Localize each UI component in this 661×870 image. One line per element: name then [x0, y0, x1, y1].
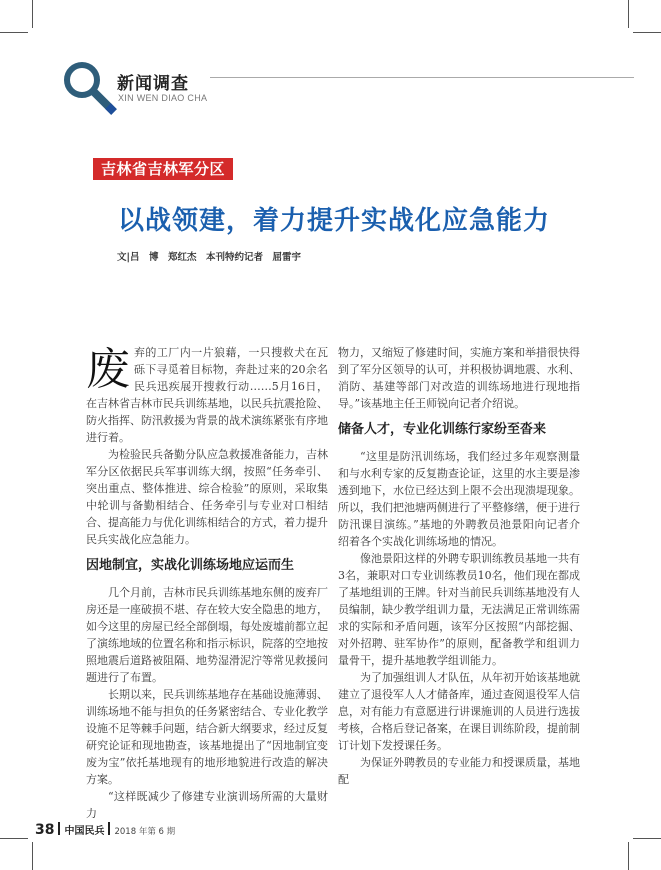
magazine-name: 中国民兵 [64, 826, 105, 837]
region-tag: 吉林省吉林军分区 [93, 158, 233, 180]
paragraph: 长期以来，民兵训练基地存在基础设施薄弱、训练场地不能与担负的任务紧密结合、专业化教学设施不足等棘手问题，结合新大纲要求，经过反复研究论证和现地勘查，该基地提出了“因地制宜变废为宝”依托基地现有的地形地貌进行改造的解决方案。 [86, 688, 328, 786]
crop-mark [633, 32, 661, 33]
paragraph [86, 344, 328, 446]
crop-mark [633, 838, 661, 839]
crop-mark [32, 842, 33, 870]
paragraph: 为保证外聘教员的专业能力和授课质量，基地配 [338, 756, 580, 786]
page-number: 38 [35, 822, 55, 838]
divider [58, 822, 60, 835]
paragraph: 为检验民兵备勤分队应急救援准备能力，吉林军分区依据民兵军事训练大纲，按照“任务牵引、突出重点、整体推进、综合检验”的原则，采取集中轮训与备勤相结合、任务牵引与专业对口相结合、提高能力与优化训练相结合的方式，着力提升民兵实战化应急能力。 [86, 448, 328, 546]
crop-mark [628, 842, 629, 870]
crop-mark [628, 0, 629, 28]
article-headline: 以战领建，着力提升实战化应急能力 [118, 206, 551, 236]
paragraph: “这样既减少了修建专业演训场所需的大量财力 [86, 790, 328, 820]
paragraph-text: 弃的工厂内一片狼藉，一只搜救犬在瓦砾下寻觅着目标物，奔赴过来的20余名民兵迅疾展开搜救行动……5月16日，在吉林省吉林市民兵训练基地，以民兵抗震抢险、防火指挥、防汛救援为背景的战术演练紧张有序地进行着。 [86, 346, 328, 444]
paragraph: 物力，又缩短了修建时间，实施方案和举措很快得到了军分区领导的认可，并积极协调地震、水利、消防、基建等部门对改造的训练场地进行现地指导。”该基地主任王师锐向记者介绍说。 [338, 346, 580, 410]
subheading: 因地制宜，实战化训练场地应运而生 [86, 558, 295, 573]
paragraph: 像池景阳这样的外聘专职训练教员基地一共有3名，兼职对口专业训练教员10名，他们现在都成了基地组训的王牌。针对当前民兵训练基地没有人员编制，缺少教学组训力量，无法满足正常训练需求的实际和矛盾问题，该军分区按照“内部挖掘、对外招聘、驻军协作”的原则，配备教学和组训力量骨干，提升基地教学组训能力。 [338, 552, 580, 667]
issue-label: 2018 年第 6 期 [114, 827, 176, 837]
paragraph: “这里是防汛训练场，我们经过多年观察测量和与水利专家的反复勘查论证，这里的水主要是渗透到地下，水位已经达到上限不会出现溃堤现象。所以，我们把池塘两侧进行了平整修缮，便于进行防汛课目演练。”基地的外聘教员池景阳向记者介绍着各个实战化训练场地的情况。 [338, 450, 580, 548]
header-divider [210, 77, 634, 78]
crop-mark [0, 838, 28, 839]
paragraph: 几个月前，吉林市民兵训练基地东侧的废弃厂房还是一座破损不堪、存在较大安全隐患的地方，如今这里的房屋已经全部倒塌，每处废墟前都立起了演练地域的位置名称和指示标识，院落的空地按照地震后道路被阻隔、地势湿滑泥泞等常见救援问题进行了布置。 [86, 586, 328, 684]
right-column [338, 344, 580, 788]
subheading: 储备人才，专业化训练行家纷至沓来 [338, 422, 547, 437]
drop-cap: 废 [86, 344, 130, 395]
byline: 文|吕 博 郑红杰 本刊特约记者 屈雷宇 [117, 252, 301, 263]
page-footer [35, 822, 175, 838]
section-title: 新闻调查 [117, 74, 189, 94]
divider [108, 822, 110, 835]
crop-mark [32, 0, 33, 28]
crop-mark [0, 32, 28, 33]
left-column [86, 344, 328, 822]
paragraph: 为了加强组训人才队伍，从年初开始该基地就建立了退役军人人才储备库，通过查阅退役军人信息，对有能力有意愿进行讲课施训的人员进行选拔考核，合格后登记备案，在课目训练阶段，提前制订计划下发授课任务。 [338, 671, 580, 752]
magnifier-icon [62, 60, 122, 122]
section-subtitle: XIN WEN DIAO CHA [118, 93, 208, 103]
